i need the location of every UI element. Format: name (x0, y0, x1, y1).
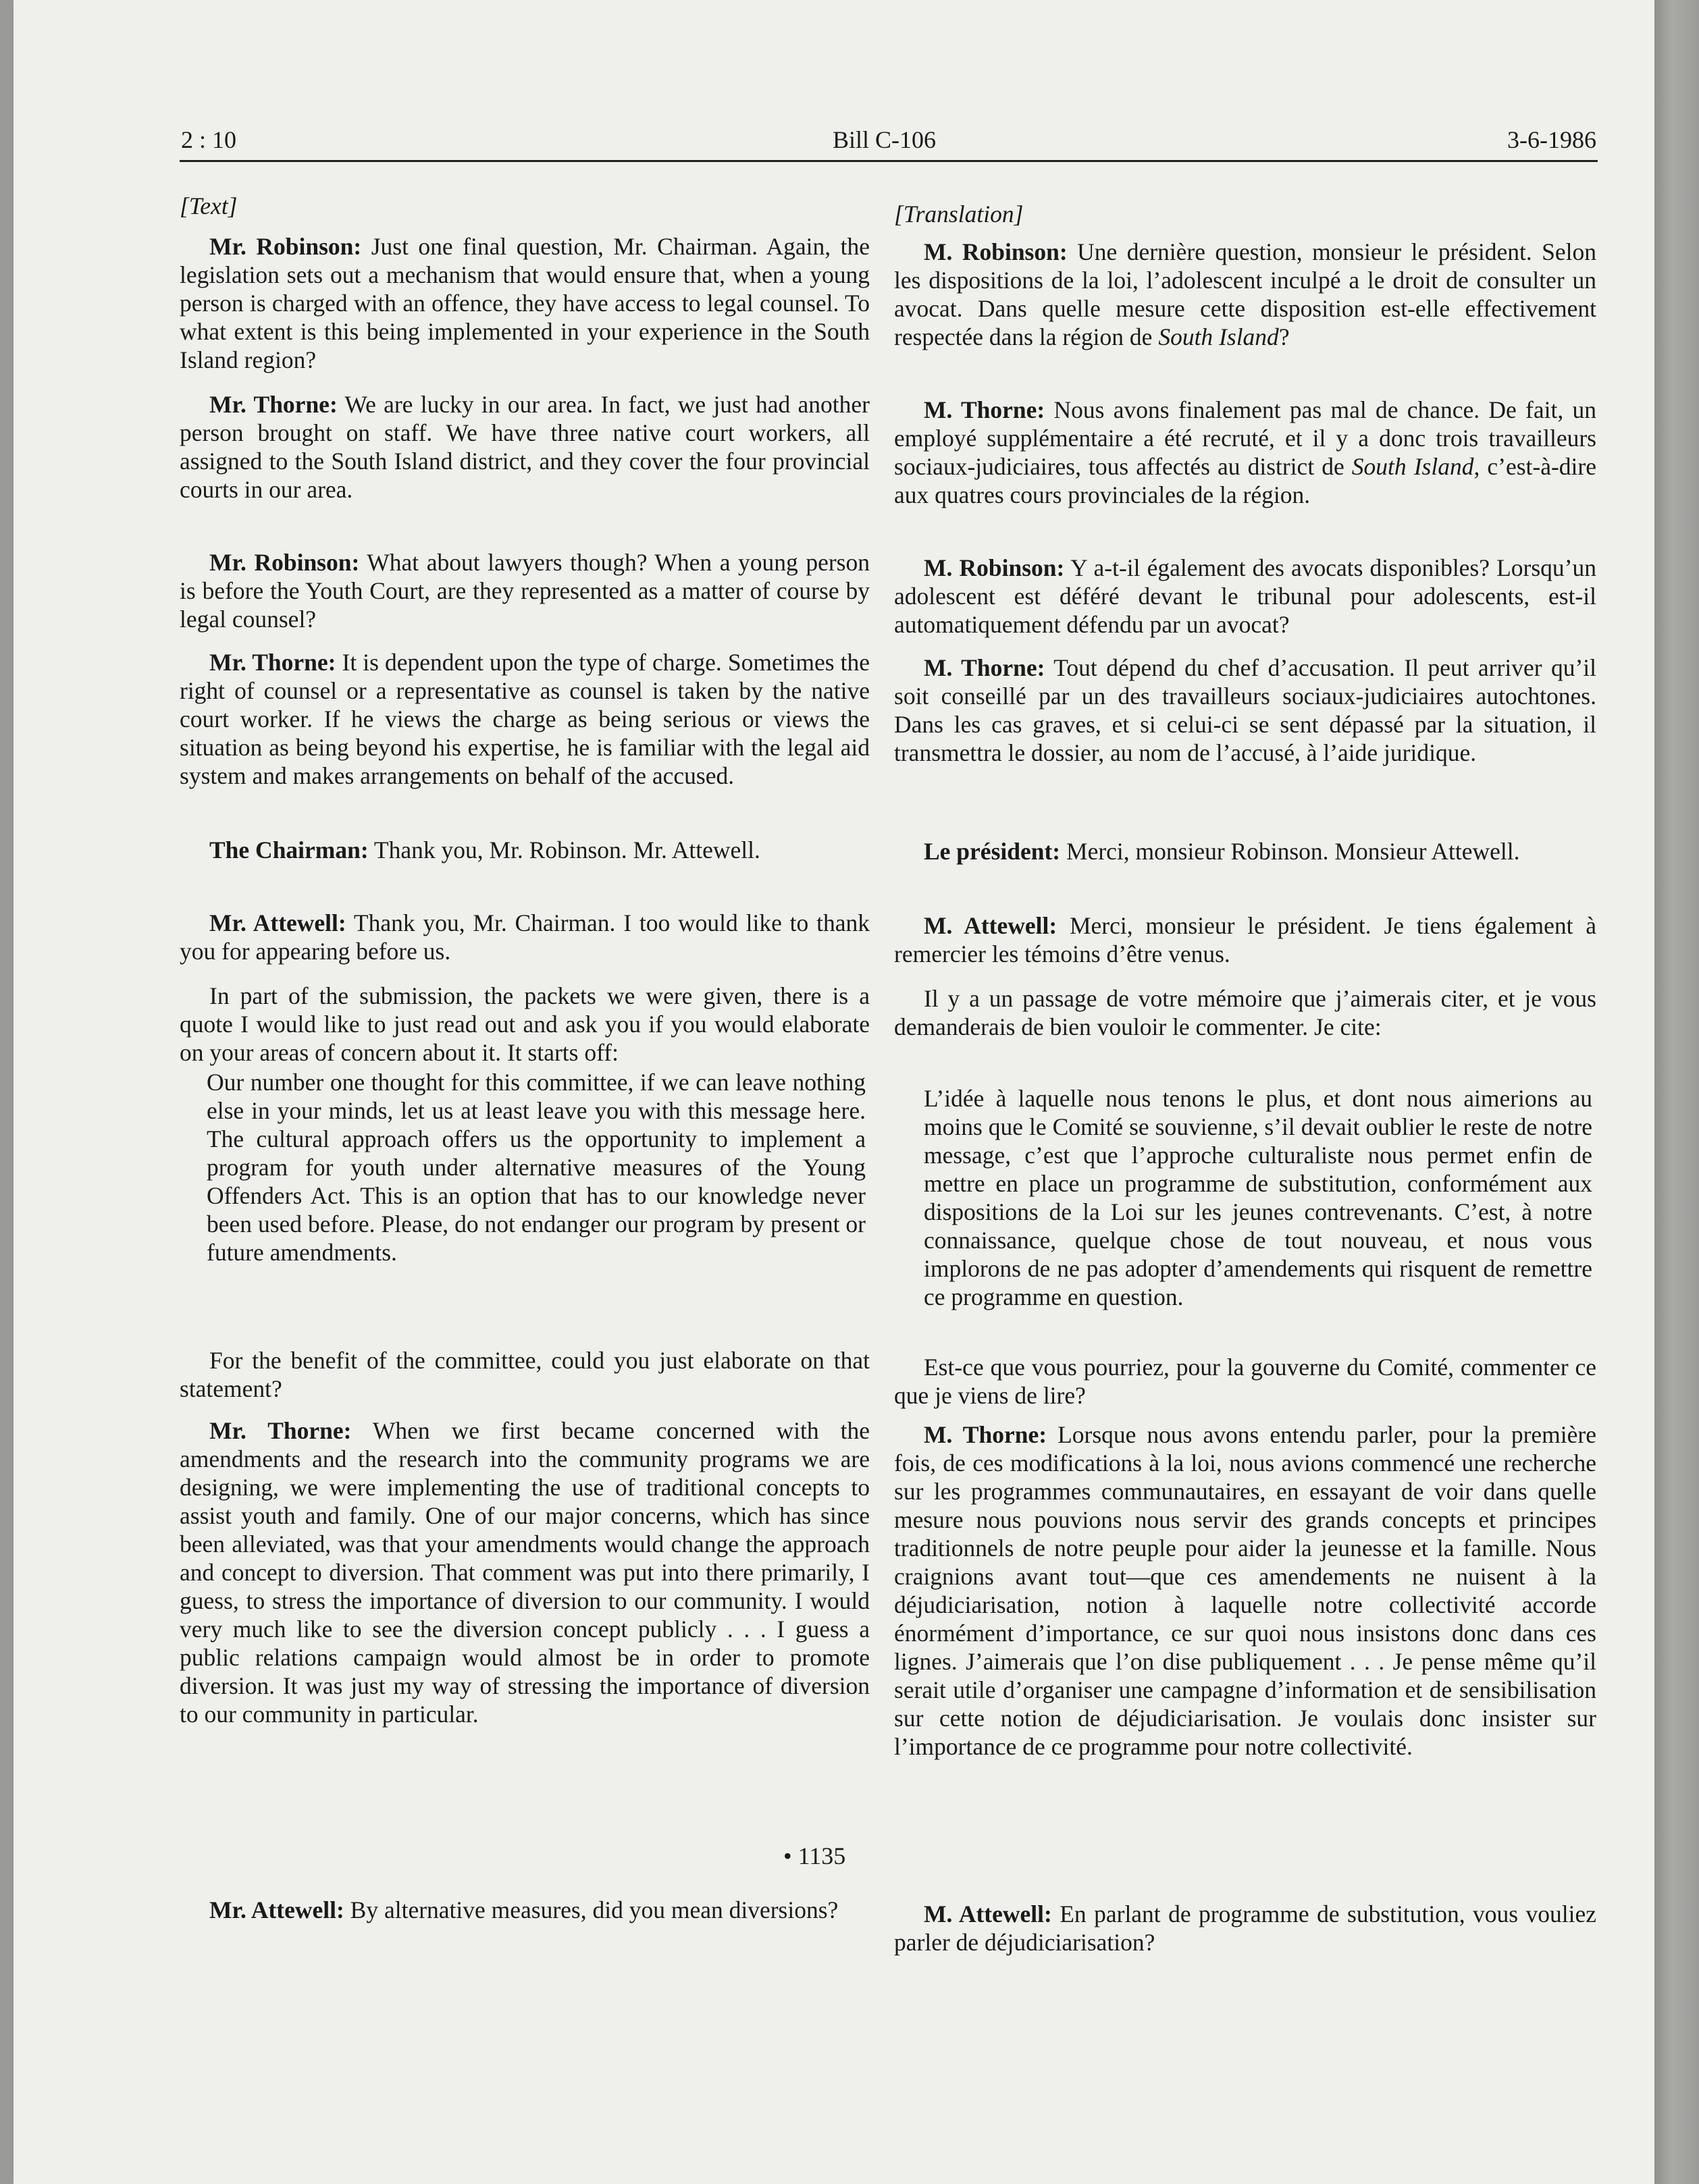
paragraph (894, 984, 1596, 1041)
paragraph (894, 396, 1596, 509)
section-label: [Translation] (894, 201, 1024, 228)
time-marker: • 1135 (783, 1842, 846, 1869)
speech: Thank you, Mr. Robinson. Mr. Attewell. (368, 836, 760, 863)
quote-text: L’idée à laquelle nous tenons le plus, et dont nous aimerions au moins que le Comité se souvienne, s’il devait oublier le reste de notre message, c’est que l’approche culturaliste nous permet enfin de mettre en place un programme de substitution, conformément aux dispositions de la Loi sur les jeunes contrevenants. C’est, à notre connaissance, quelque chose de tout nouveau, et nous vous implorons de ne pas adopter d’amendements qui risquent de remettre ce programme en question. (924, 1085, 1592, 1310)
speaker: M. Thorne: (924, 654, 1045, 681)
paragraph (180, 836, 870, 864)
paragraph (180, 548, 870, 633)
paragraph (894, 238, 1596, 351)
header-rule (180, 160, 1598, 162)
paragraph (180, 1416, 870, 1728)
speaker: Mr. Thorne: (209, 649, 336, 676)
speech: Est-ce que vous pourriez, pour la gouverne du Comité, commenter ce que je viens de lire? (894, 1354, 1596, 1409)
paragraph (180, 232, 870, 374)
page-header (181, 126, 1596, 163)
speaker: M. Robinson: (924, 238, 1068, 265)
paragraph (180, 1346, 870, 1403)
quote-text: Our number one thought for this committee, if we can leave nothing else in your minds, let us at least leave you with this message here. The cultural approach offers us the opportunity to implement a program for youth under alternative measures of the Young Offenders Act. This is an option that has to our knowledge never been used before. Please, do not endanger our program by present or future amendments. (207, 1069, 866, 1266)
speaker: M. Attewell: (924, 1900, 1052, 1927)
paragraph (894, 1353, 1596, 1410)
paragraph (894, 1420, 1596, 1761)
speaker: Mr. Thorne: (209, 391, 338, 418)
paragraph (894, 911, 1596, 968)
speaker: Mr. Thorne: (209, 1417, 352, 1444)
speaker: Mr. Attewell: (209, 1896, 344, 1923)
paragraph (894, 837, 1596, 865)
place-name: South Island (1158, 323, 1279, 350)
speaker: M. Thorne: (924, 1421, 1047, 1448)
paragraph (894, 1900, 1596, 1956)
speech: Une dernière question, monsieur le président. Selon les dispositions de la loi, l’adolescent inculpé a le droit de consulter un avocat. Dans quelle mesure cette disposition est-elle effectivement respectée dans la région de (894, 238, 1597, 350)
page-edge (1654, 0, 1699, 2184)
speech: En parlant de programme de substitution, vous vouliez parler de déjudiciarisation? (894, 1900, 1596, 1956)
section-label: [Text] (180, 192, 238, 219)
block-quote (207, 1068, 866, 1267)
document-title: Bill C-106 (833, 126, 937, 153)
document-date: 3-6-1986 (1507, 126, 1596, 153)
speech: It is dependent upon the type of charge. Sometimes the right of counsel or a representative as counsel is taken by the native court worker. If he views the charge as being serious or views the situation as being beyond his expertise, he is familiar with the legal aid system and makes arrangements on behalf of the accused. (180, 649, 870, 789)
block-quote (924, 1084, 1592, 1311)
english-column (180, 192, 870, 219)
page-number: 2 : 10 (181, 126, 237, 153)
speaker: M. Robinson: (924, 554, 1065, 581)
speech: Just one final question, Mr. Chairman. Again, the legislation sets out a mechanism that would ensure that, when a young person is charged with an offence, they have access to legal counsel. To what extent is this being implemented in your experience in the South Island region? (180, 233, 870, 373)
french-column (894, 200, 1596, 228)
speech: Nous avons finalement pas mal de chance. De fait, un employé supplémentaire a été recruté, et il y a donc trois travailleurs sociaux-judiciaires, tous affectés au district de (894, 396, 1596, 480)
speaker: Le président: (924, 838, 1061, 865)
speech: We are lucky in our area. In fact, we just had another person brought on staff. We have three native court workers, all assigned to the South Island district, and they cover the four provincial courts in our area. (180, 391, 870, 503)
speech: Y a-t-il également des avocats disponibles? Lorsqu’un adolescent est déféré devant le tribunal pour adolescents, est-il automatiquement défendu par un avocat? (894, 554, 1596, 638)
speech: What about lawyers though? When a young person is before the Youth Court, are they represented as a matter of course by legal counsel? (180, 549, 870, 633)
paragraph (180, 982, 870, 1067)
place-name: South Island (1351, 453, 1474, 480)
speaker: M. Thorne: (924, 396, 1045, 423)
speaker: M. Attewell: (924, 912, 1057, 939)
paragraph (180, 648, 870, 790)
paragraph (180, 390, 870, 504)
paragraph (180, 1896, 870, 1924)
speaker: Mr. Attewell: (209, 909, 346, 936)
speaker: Mr. Robinson: (209, 233, 362, 260)
speech: Thank you, Mr. Chairman. I too would like to thank you for appearing before us. (180, 909, 870, 965)
speech: In part of the submission, the packets we were given, there is a quote I would like to just read out and ask you if you would elaborate on your areas of concern about it. It starts off: (180, 982, 870, 1066)
speaker: The Chairman: (209, 836, 369, 863)
paragraph (894, 554, 1596, 639)
speech: Il y a un passage de votre mémoire que j’aimerais citer, et je vous demanderais de bien vouloir le commenter. Je cite: (894, 985, 1596, 1040)
speech: When we first became concerned with the amendments and the research into the community programs we are designing, we were implementing the use of traditional concepts to assist youth and family. One of our major concerns, which has since been alleviated, was that your amendments would change the approach and concept to diversion. That comment was put into there primarily, I guess, to stress the importance of diversion to our community. I would very much like to see the diversion concept publicly . . . I guess a public relations campaign would almost be in order to promote diversion. It was just my way of stressing the importance of diversion to our community in particular. (180, 1417, 870, 1728)
speech: ? (1278, 323, 1290, 350)
speech: For the benefit of the committee, could you just elaborate on that statement? (180, 1347, 870, 1402)
paragraph (180, 909, 870, 965)
speech: By alternative measures, did you mean diversions? (344, 1896, 839, 1923)
speech: Tout dépend du chef d’accusation. Il peut arriver qu’il soit conseillé par un des travailleurs sociaux-judiciaires autochtones. Dans les cas graves, et si celui-ci se sent dépassé par la situation, il transmettra le dossier, au nom de l’accusé, à l’aide juridique. (894, 654, 1596, 766)
paragraph (894, 654, 1596, 767)
speech: Lorsque nous avons entendu parler, pour la première fois, de ces modifications à la loi, nous avions commencé une recherche sur les programmes communautaires, en essayant de voir dans quelle mesure nous pouvions nous servir des grands concepts et principes traditionnels de notre peuple pour aider la jeunesse et la famille. Nous craignions avant tout—que ces amendements ne nuisent à la déjudiciarisation, notion à laquelle notre collectivité accorde énormément d’importance, ce sur quoi nous insistons donc dans ces lignes. J’aimerais que l’on dise publiquement . . . Je pense même qu’il serait utile d’organiser une campagne d’information et de sensibilisation sur cette notion de déjudiciarisation. Je voulais donc insister sur l’importance de ce programme pour notre collectivité. (894, 1421, 1596, 1760)
speaker: Mr. Robinson: (209, 549, 360, 576)
speech: Merci, monsieur Robinson. Monsieur Attewell. (1060, 838, 1520, 865)
speech: , c’est-à-dire aux quatres cours provinciales de la région. (894, 453, 1596, 508)
speech: Merci, monsieur le président. Je tiens également à remercier les témoins d’être venus. (894, 912, 1597, 967)
